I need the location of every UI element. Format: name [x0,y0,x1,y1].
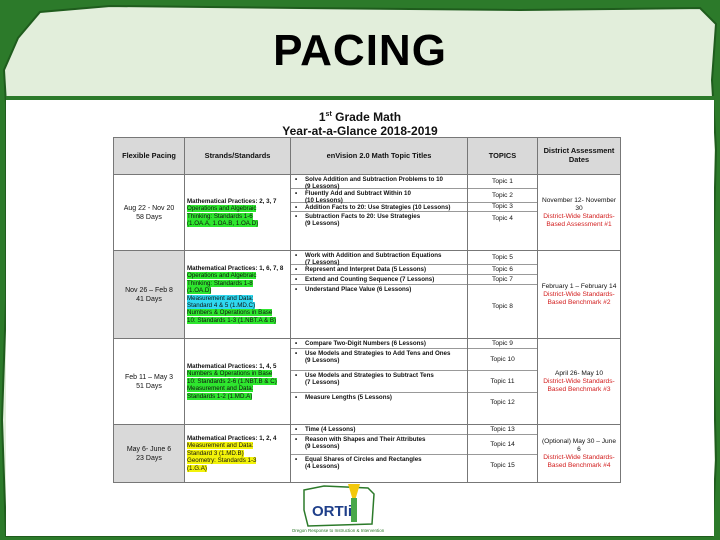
assessment-dates: (Optional) May 30 – June 6 [541,437,617,453]
topic-list [291,251,467,328]
topic-item [291,285,467,328]
bullet-icon: • [295,456,298,463]
pacing-table [113,137,621,483]
strands-cell [185,251,291,339]
topic-lessons: (7 Lessons) [305,259,340,267]
assessment-cell [538,339,621,425]
topic-title: Represent and Interpret Data (5 Lessons) [305,266,427,273]
standard-line [187,272,288,279]
bullet-icon: • [295,350,298,357]
topic-item [291,425,467,435]
pacing-range: Nov 26 – Feb 8 [125,286,173,294]
standard-line [187,287,288,294]
assessment-cell [538,251,621,339]
pacing-days: 51 Days [136,382,162,390]
standard-text: 10: Standards 1-3 (1.NBT.A & B) [187,316,277,324]
assessment-dates: November 12- November 30 [541,196,617,212]
pacing-range: Aug 22 - Nov 20 [123,204,175,212]
table-row [114,339,621,425]
standard-line [187,393,288,400]
topic-codes-cell [468,175,538,251]
pacing-range: May 6- June 6 [126,445,172,453]
header-topics: TOPICS [468,138,538,175]
topic-title: Measure Lengths (5 Lessons) [305,394,392,401]
topic-code: Topic 15 [490,461,515,469]
standard-line [187,442,288,449]
header-pacing: Flexible Pacing [114,138,185,175]
standard-text: Thinking: Standards 1-8 [187,279,253,287]
math-practices: Mathematical Practices: 1, 6, 7, 8 [187,264,284,272]
pacing-cell [114,339,185,425]
topic-title: Reason with Shapes and Their Attributes [305,436,426,443]
standard-line [187,205,288,212]
standard-line [187,213,288,220]
standard-text: Geometry: Standards 1-3 [187,457,257,465]
standard-line [187,378,288,385]
bullet-icon: • [295,266,298,273]
bullet-icon: • [295,436,298,443]
bullet-icon: • [295,190,298,197]
strands-cell [185,425,291,483]
topic-codes-cell [468,339,538,425]
bullet-icon: • [295,176,298,183]
standard-text: Numbers & Operations in Base [187,370,273,378]
topic-title: Understand Place Value (6 Lessons) [305,286,412,293]
topic-lessons: (4 Lessons) [305,463,340,471]
topic-title: Time (4 Lessons) [305,426,356,433]
topic-code: Topic 4 [492,214,513,222]
standard-text: Standard 3 (1.MD.B) [187,449,244,457]
topic-item [291,339,467,349]
topic-code: Topic 9 [468,339,537,349]
topic-list [291,339,467,412]
standard-text: Measurement and Data: [187,385,254,393]
bullet-icon: • [295,394,298,401]
strands-cell [185,339,291,425]
bullet-icon: • [295,204,298,211]
topic-code: Topic 14 [468,435,537,455]
slide-title: PACING [273,26,447,75]
topic-title: Equal Shares of Circles and Rectangles [305,456,422,463]
math-practices: Mathematical Practices: 2, 3, 7 [187,197,277,205]
standard-text: Measurement and Data: [187,294,254,302]
standard-text: Standard 4 & 5 (1.MD.C) [187,301,256,309]
standard-line [187,309,288,316]
topic-item [291,275,467,285]
standard-text: Operations and Algebraic [187,272,257,280]
logo-caption: Oregon Response to Instruction & Intervention [291,528,385,533]
topic-code: Topic 10 [468,349,537,371]
table-row [114,175,621,251]
topic-code: Topic 8 [492,302,513,310]
document-heading-line1: 1st Grade Math [318,110,402,124]
bullet-icon: • [295,286,298,293]
header-envision: enVision 2.0 Math Topic Titles [291,138,468,175]
bullet-icon: • [295,252,298,259]
topic-lessons: (9 Lessons) [305,220,340,228]
bullet-icon: • [295,213,298,220]
math-practices: Mathematical Practices: 1, 2, 4 [187,434,277,442]
topic-lessons: (10 Lessons) [305,197,343,205]
topic-code: Topic 1 [468,175,537,189]
assessment-label: District-Wide Standards-Based Benchmark #2 [543,290,615,306]
standard-text: Numbers & Operations in Base [187,309,273,317]
assessment-label: District-Wide Standards-Based Assessment #1 [543,212,615,228]
topic-codes-cell [468,425,538,483]
pacing-days: 41 Days [136,295,162,303]
standard-line [187,302,288,309]
document-heading [240,108,480,138]
strands-cell [185,175,291,251]
topic-item [291,203,467,212]
topic-item [291,189,467,203]
topic-title: Extend and Counting Sequence (7 Lessons) [305,276,435,283]
topic-titles-cell [291,339,468,425]
standard-line [187,220,288,227]
topic-title: Subtraction Facts to 20: Use Strategies [305,213,421,220]
topic-title: Use Models and Strategies to Add Tens and Ones [305,350,451,357]
bullet-icon: • [295,372,298,379]
topic-item [291,251,467,265]
header-strands: Strands/Standards [185,138,291,175]
assessment-cell [538,175,621,251]
pacing-days: 58 Days [136,213,162,221]
standard-line [187,370,288,377]
assessment-label: District-Wide Standards-Based Benchmark #3 [543,377,615,393]
topic-lessons: (9 Lessons) [305,357,340,365]
header-assessment: District Assessment Dates [538,138,621,175]
topic-title: Work with Addition and Subtraction Equations [305,252,442,259]
topic-lessons: (7 Lessons) [305,379,340,387]
topic-item [291,265,467,275]
assessment-cell [538,425,621,483]
topic-item [291,435,467,455]
topic-item [291,349,467,371]
standard-line [187,465,288,472]
topic-code: Topic 13 [468,425,537,435]
pacing-range: Feb 11 – May 3 [124,373,174,381]
standard-text: (1.G.A) [187,464,207,472]
topic-item [291,455,467,476]
topic-titles-cell [291,251,468,339]
pacing-days: 23 Days [136,454,162,462]
standard-text: Operations and Algebraic [187,205,257,213]
table-row [114,251,621,339]
bullet-icon: • [295,340,298,347]
standard-line [187,450,288,457]
topic-codes-cell [468,251,538,339]
assessment-dates: April 26- May 10 [554,369,603,377]
pacing-cell [114,251,185,339]
topic-title: Addition Facts to 20: Use Strategies (10 Lessons) [305,204,451,211]
topic-titles-cell [291,425,468,483]
standard-line [187,280,288,287]
topic-item [291,371,467,393]
pacing-cell [114,425,185,483]
topic-lessons: (9 Lessons) [305,183,340,191]
assessment-label: District-Wide Standards-Based Benchmark #4 [543,453,615,469]
standard-line [187,317,288,324]
topic-list [291,425,467,476]
bullet-icon: • [295,426,298,433]
standard-text: Standards 1-2 (1.MD.A) [187,392,253,400]
header-row [114,138,621,175]
standard-line [187,385,288,392]
logo-text: ORTIi [312,503,352,520]
topic-code: Topic 3 [468,203,537,212]
topic-code: Topic 5 [468,251,537,265]
topic-item [291,175,467,189]
standard-text: Measurement and Data: [187,442,254,450]
topic-code: Topic 11 [468,371,537,393]
standard-text: (1.OA.D) [187,287,212,295]
topic-list [291,175,467,228]
assessment-dates: February 1 – February 14 [541,282,617,290]
topic-item [291,393,467,412]
topic-code: Topic 7 [468,275,537,285]
topic-item [291,212,467,228]
standard-text: 10: Standards 2-6 (1.NBT.B & C) [187,377,277,385]
pacing-cell [114,175,185,251]
standard-line [187,295,288,302]
topic-titles-cell [291,175,468,251]
standard-text: (1.OA.A, 1.OA.B, 1.OA.D) [187,219,259,227]
topic-title: Fluently Add and Subtract Within 10 [305,190,411,197]
topic-title: Solve Addition and Subtraction Problems to 10 [305,176,443,183]
document-heading-line2: Year-at-a-Glance 2018-2019 [282,124,438,138]
orti-logo [290,480,390,536]
topic-title: Use Models and Strategies to Subtract Tens [305,372,434,379]
topic-lessons: (9 Lessons) [305,443,340,451]
topic-code: Topic 12 [490,398,515,406]
bullet-icon: • [295,276,298,283]
topic-code: Topic 6 [468,265,537,275]
standard-text: Thinking: Standards 1-6 [187,212,253,220]
standard-line [187,457,288,464]
topic-title: Compare Two-Digit Numbers (6 Lessons) [305,340,426,347]
topic-code: Topic 2 [468,189,537,203]
table-row [114,425,621,483]
math-practices: Mathematical Practices: 1, 4, 5 [187,362,277,370]
